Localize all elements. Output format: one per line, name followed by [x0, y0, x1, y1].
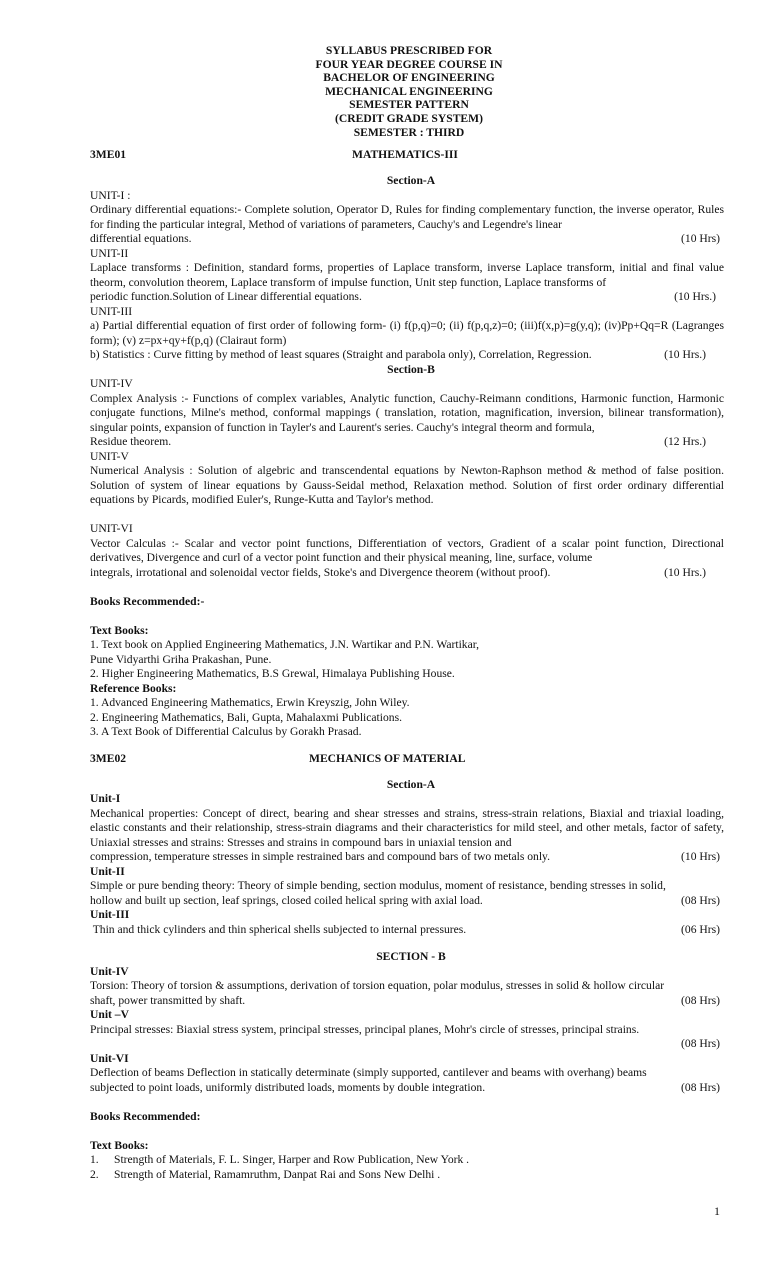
course-code: 3ME01 [90, 148, 127, 162]
books-heading: Books Recommended: [90, 1109, 201, 1123]
unit-last-line [90, 348, 724, 363]
unit-hours: (10 Hrs) [681, 850, 720, 864]
book-item: 2. Engineering Mathematics, Bali, Gupta, Mahalaxmi Publications. [90, 710, 403, 724]
book-title: Strength of Material, Ramamruthm, Danpat Rai and Sons New Delhi . [114, 1167, 441, 1181]
section-heading: Section-A [386, 777, 436, 791]
header-line: SEMESTER : THIRD [353, 125, 465, 139]
unit-last-line [90, 290, 724, 305]
unit-text-end: differential equations. [90, 232, 192, 246]
unit-title: UNIT-IV [90, 377, 133, 391]
unit-title: Unit-II [90, 864, 125, 878]
unit-hours: (08 Hrs) [681, 893, 720, 907]
unit-last-line [90, 566, 724, 581]
header-line: BACHELOR OF ENGINEERING [323, 71, 495, 85]
unit-hours: (08 Hrs) [681, 1037, 720, 1051]
unit-last-line [90, 994, 724, 1009]
unit-text-end: hollow and built up section, leaf springs, closed coiled helical spring with axial load. [90, 893, 483, 907]
header-line: MECHANICAL ENGINEERING [325, 84, 493, 98]
book-item: 1. Text book on Applied Engineering Mathematics, J.N. Wartikar and P.N. Wartikar, [90, 638, 480, 652]
unit-hours: (10 Hrs.) [674, 290, 716, 304]
unit-last-line [90, 1081, 724, 1096]
section-heading: Section-B [387, 362, 435, 376]
book-item: 3. A Text Book of Differential Calculus by Gorakh Prasad. [90, 725, 362, 739]
unit-text: Vector Calculas :- Scalar and vector point functions, Differentiation of vectors, Gradient of a scalar point function, Directional derivatives, Divergence and curl of a vector point function and their physical meaning, line, surface, volume [90, 536, 724, 565]
book-title: Strength of Materials, F. L. Singer, Harper and Row Publication, New York . [114, 1153, 470, 1167]
unit-text: Torsion: Theory of torsion & assumptions, derivation of torsion equation, polar modulus, stresses in solid & hollow circular [90, 979, 665, 993]
unit-title: UNIT-III [90, 304, 133, 318]
unit-text-end: periodic function.Solution of Linear differential equations. [90, 290, 362, 304]
unit-last-line [90, 923, 724, 938]
unit-title: UNIT-V [90, 449, 129, 463]
unit-last-line [90, 232, 724, 247]
book-item [90, 1168, 724, 1183]
unit-last-line [90, 894, 724, 909]
book-item [90, 1153, 724, 1168]
unit-text-end: b) Statistics : Curve fitting by method of least squares (Straight and parabola only), Correlation, Regression. [90, 348, 592, 362]
unit-hours: (10 Hrs.) [664, 348, 706, 362]
text-books-heading: Text Books: [90, 1138, 149, 1152]
course-name: MATHEMATICS-III [352, 148, 458, 162]
course-code: 3ME02 [90, 751, 127, 765]
header-line: (CREDIT GRADE SYSTEM) [335, 111, 483, 125]
unit-text-end: compression, temperature stresses in simple restrained bars and compound bars of two metals only. [90, 850, 550, 864]
unit-title: Unit-I [90, 792, 121, 806]
book-number: 1. [90, 1153, 99, 1167]
unit-text-end: subjected to point loads, uniformly distributed loads, moments by double integration. [90, 1080, 486, 1094]
page-number: 1 [714, 1204, 720, 1218]
book-item: Pune Vidyarthi Griha Prakashan, Pune. [90, 652, 272, 666]
unit-text: Principal stresses: Biaxial stress system, principal stresses, principal planes, Mohr's circle of stresses, principal strains. [90, 1022, 640, 1036]
unit-title: UNIT-VI [90, 522, 133, 536]
syllabus-page [90, 44, 724, 1182]
unit-text: Deflection of beams Deflection in statically determinate (simply supported, cantilever and beams with overhang) beams [90, 1066, 647, 1080]
unit-last-line [90, 850, 724, 865]
unit-text: Simple or pure bending theory: Theory of simple bending, section modulus, moment of resistance, bending stresses in solid, [90, 879, 666, 893]
header-line: SEMESTER PATTERN [349, 98, 469, 112]
unit-text: Numerical Analysis : Solution of algebric and transcendental equations by Newton-Raphson method & method of false position. Solution of system of linear equations by Gauss-Seidal method, Relaxation method. Solution of first order ordinary differential equations by Picards, modified Euler's, Runge-Kutta and Taylor's method. [90, 464, 724, 507]
unit-title: UNIT-I : [90, 188, 131, 202]
header-line: FOUR YEAR DEGREE COURSE IN [315, 57, 503, 71]
unit-text: Ordinary differential equations:- Complete solution, Operator D, Rules for finding complementary function, the inverse operator, Rules for finding the particular integral, Method of variations of parameters, Cauchy's and Legendre's linear [90, 203, 724, 231]
unit-hours: (12 Hrs.) [664, 435, 706, 449]
text-books-heading: Text Books: [90, 623, 149, 637]
reference-books-heading: Reference Books: [90, 681, 177, 695]
section-heading: Section-A [386, 174, 436, 188]
unit-title: Unit-III [90, 908, 130, 922]
unit-text-end: Thin and thick cylinders and thin spherical shells subjected to internal pressures. [90, 922, 467, 936]
unit-hours: (10 Hrs.) [664, 565, 706, 579]
section-heading: SECTION - B [376, 950, 446, 964]
unit-text-end: integrals, irrotational and solenoidal vector fields, Stoke's and Divergence theorem (without proof). [90, 565, 551, 579]
unit-text-end: shaft, power transmitted by shaft. [90, 993, 246, 1007]
header-line: SYLLABUS PRESCRIBED FOR [325, 44, 493, 57]
book-item: 1. Advanced Engineering Mathematics, Erwin Kreyszig, John Wiley. [90, 696, 410, 710]
unit-hours: (10 Hrs) [681, 232, 720, 246]
unit-text: Complex Analysis :- Functions of complex variables, Analytic function, Cauchy-Reimann conditions, Harmonic function, Harmonic conjugate functions, Milne's method, conformal mappings ( translation, rotation, magnification, inversion, bilinear transformation), singular points, expansion of function in Tayler's and Laurent's series. Cauchy's integral theorm and formula, [90, 391, 724, 434]
unit-title: Unit –V [90, 1008, 129, 1022]
unit-hours: (08 Hrs) [681, 993, 720, 1007]
unit-last-line [90, 435, 724, 450]
book-item: 2. Higher Engineering Mathematics, B.S Grewal, Himalaya Publishing House. [90, 667, 455, 681]
unit-text: Laplace transforms : Definition, standard forms, properties of Laplace transform, inverse Laplace transform, initial and final value theorm, convolution theorem, Laplace transform of impulse function, Unit step function, Laplace transforms of [90, 261, 724, 289]
books-heading: Books Recommended:- [90, 594, 205, 608]
unit-title: Unit-VI [90, 1051, 129, 1065]
unit-text: a) Partial differential equation of first order of following form- (i) f(p,q)=0; (ii) f(p,q,z)=0; (iii)f(x,p)=g(y,q); (iv)Pp+Qq=R (Lagranges form); (v) z=px+qy+f(p,q) (Clairaut form) [90, 319, 724, 347]
unit-hours: (08 Hrs) [681, 1080, 720, 1094]
course-heading [90, 148, 724, 163]
unit-title: UNIT-II [90, 246, 129, 260]
document-header [90, 44, 724, 139]
unit-text: Mechanical properties: Concept of direct, bearing and shear stresses and strains, stress-strain relations, Biaxial and triaxial loading, elastic constants and their relationship, stress-strain diagrams and their characteristics for mild steel, and other metals, factor of safety, Uniaxial stresses and strains: Stresses and strains in compound bars in uniaxial tension and [90, 806, 724, 849]
course-name: MECHANICS OF MATERIAL [309, 751, 466, 765]
book-number: 2. [90, 1167, 99, 1181]
unit-hours: (06 Hrs) [681, 922, 720, 936]
course-heading [90, 752, 724, 767]
unit-title: Unit-IV [90, 964, 129, 978]
unit-text-end: Residue theorem. [90, 435, 172, 449]
